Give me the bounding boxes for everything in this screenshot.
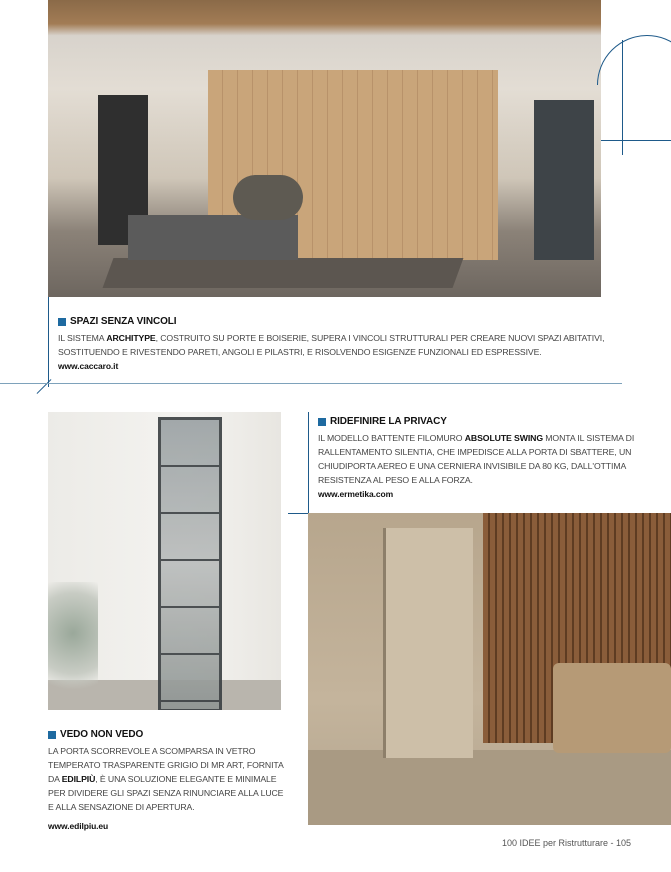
caption-body (318, 431, 638, 487)
body-text: MONTA IL SISTEMA DI RALLENTAMENTO SILENTIA, CHE IMPEDISCE ALLA PORTA DI SBATTERE, UN CHIUDIPORTA AEREO E UNA CERNIERA INVISIBILE DA 80 KG, DALL'OTTIMA RESISTENZA AL PESO E ALLA FORZA. (318, 433, 635, 485)
body-text: , È UNA SOLUZIONE ELEGANTE E MINIMALE PER DIVIDERE GLI SPAZI SENZA RINUNCIARE ALLA LUCE E ALLA SENSAZIONE DI APERTURA. (48, 774, 284, 812)
decorative-line (48, 297, 49, 387)
brand-name: ABSOLUTE SWING (464, 433, 543, 443)
decorative-line (37, 379, 52, 394)
decorative-line (288, 513, 308, 514)
bullet-square-icon (58, 318, 66, 326)
page-footer: 100 IDEE per Ristrutturare - 105 (502, 838, 632, 848)
caption-body (58, 331, 618, 359)
bullet-square-icon (318, 418, 326, 426)
brand-name: EDILPIÙ (61, 774, 96, 784)
swing-door-bedroom-photo (308, 513, 671, 825)
section-divider (0, 383, 622, 384)
bullet-square-icon (48, 731, 56, 739)
body-text: LA PORTA SCORREVOLE A SCOMPARSA IN VETRO TEMPERATO TRASPARENTE GRIGIO DI MR ART, FORNITA DA (48, 746, 284, 784)
caption-title: RIDEFINIRE LA PRIVACY (330, 416, 447, 427)
website-link[interactable]: www.caccaro.it (58, 361, 119, 371)
body-text: IL MODELLO BATTENTE FILOMURO (318, 433, 465, 443)
decorative-line (601, 140, 671, 141)
brand-name: ARCHITYPE (106, 333, 156, 343)
decorative-line (622, 40, 623, 155)
bedroom-architype-photo (48, 0, 601, 297)
decorative-line (308, 412, 309, 513)
website-link[interactable]: www.ermetika.com (318, 489, 394, 499)
website-link[interactable]: www.edilpiu.eu (48, 821, 109, 831)
caption-title: VEDO NON VEDO (60, 729, 144, 740)
caption-absolute-swing (318, 415, 638, 501)
decorative-arc (597, 35, 671, 135)
body-text: , COSTRUITO SU PORTE E BOISERIE, SUPERA I VINCOLI STRUTTURALI PER CREARE NUOVI SPAZI ABITATIVI, SOSTITUENDO E RIVESTENDO PARETI, ANGOLI E PILASTRI, E RISOLVENDO ESIGENZE FUNZIONALI ED ESPRESSIVE. (58, 333, 605, 357)
sliding-glass-door-photo (48, 412, 281, 710)
caption-edilpiu (48, 728, 288, 833)
body-text: IL SISTEMA (58, 333, 107, 343)
caption-architype (58, 315, 618, 373)
caption-title: SPAZI SENZA VINCOLI (70, 316, 177, 327)
caption-body (48, 744, 288, 814)
